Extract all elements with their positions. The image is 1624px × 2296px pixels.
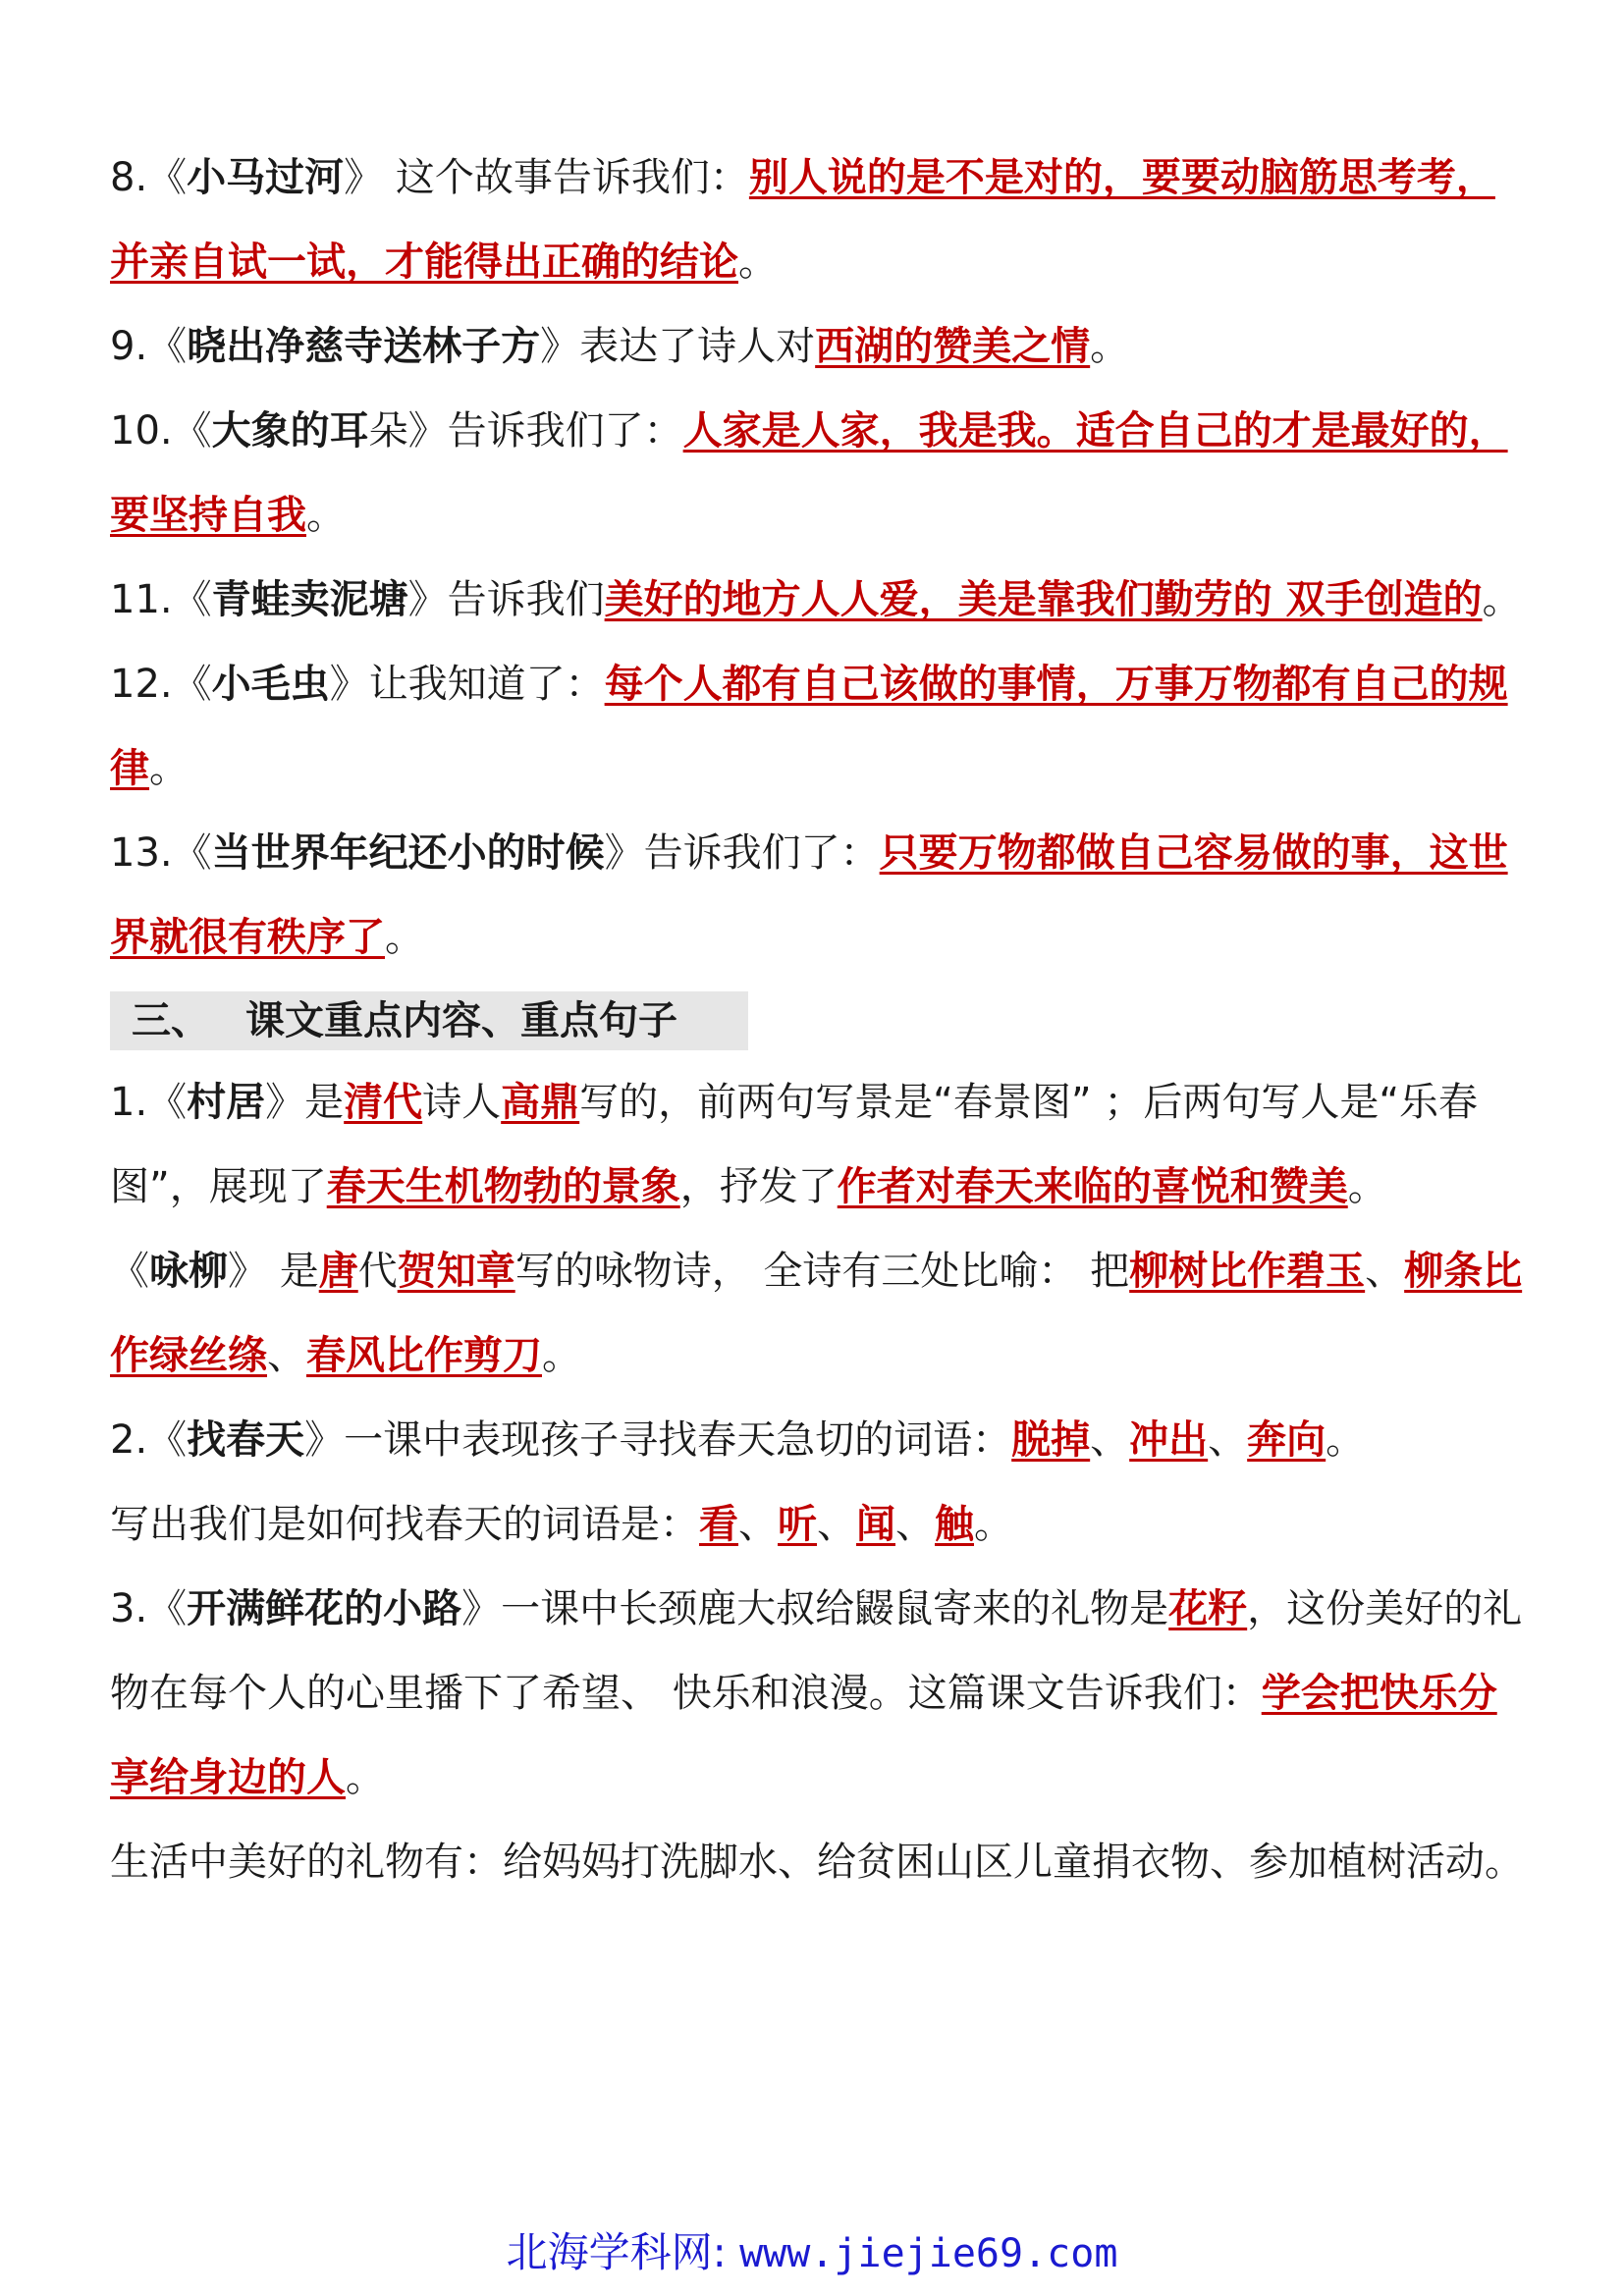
body-text: 写的，前两句写景是“春景图” ；后两句写人是“乐春图”，展现了 — [110, 1080, 1479, 1209]
body-text: 》告诉我们 — [407, 577, 605, 622]
footer-watermark — [0, 2220, 1624, 2279]
answer-text: 只要万物都做自己容易做的事，这世界就很有秩序了 — [110, 830, 1508, 960]
answer-text: 听 — [778, 1502, 817, 1547]
body-text: 。 — [346, 1755, 385, 1800]
title-text: 开满鲜花的小路 — [187, 1586, 462, 1631]
paragraph-s3b — [110, 1820, 1524, 1904]
body-text: 。 — [1347, 1164, 1387, 1209]
body-text: 11.《 — [110, 577, 212, 622]
answer-text: 闻 — [856, 1502, 895, 1547]
body-text: 13.《 — [110, 830, 212, 876]
body-text: 生活中美好的礼物有：给妈妈打洗脚水、给贫困山区儿童捐衣物、参加植树活动。 — [110, 1840, 1524, 1885]
title-text: 小马过河 — [187, 155, 345, 200]
title-text: 大象的耳 — [211, 408, 369, 454]
answer-text: 奔向 — [1247, 1417, 1326, 1463]
answer-text: 西湖的赞美之情 — [815, 324, 1091, 369]
title-text: 村居 — [187, 1080, 266, 1125]
body-text: 》是 — [265, 1080, 345, 1125]
paragraph-p11 — [110, 558, 1524, 642]
answer-text: 学会把快乐分享给身边的人 — [110, 1671, 1497, 1800]
answer-text: 人家是人家，我是我。适合自己的才是最好的，要坚持自我 — [110, 408, 1508, 538]
answer-text: 春天生机物勃的景象 — [326, 1164, 680, 1209]
body-text: 》 是 — [228, 1249, 319, 1294]
title-text: 找春天 — [187, 1417, 305, 1463]
answer-text: 唐 — [318, 1249, 358, 1294]
body-text: 。 — [542, 1333, 581, 1378]
paragraph-p10 — [110, 389, 1524, 558]
body-text: 、 — [1090, 1417, 1130, 1463]
body-text: 。 — [738, 240, 778, 285]
paragraph-s2b — [110, 1482, 1524, 1567]
paragraph-s1 — [110, 1060, 1524, 1229]
answer-text: 春风比作剪刀 — [306, 1333, 542, 1378]
answer-text: 冲出 — [1129, 1417, 1209, 1463]
body-text: 》表达了诗人对 — [540, 324, 816, 369]
answer-text: 柳条比作绿丝绦 — [110, 1249, 1523, 1378]
key-content-list — [110, 1060, 1524, 1904]
title-text: 咏柳 — [149, 1249, 228, 1294]
summary-list — [110, 135, 1524, 980]
answer-text: 贺知章 — [397, 1249, 515, 1294]
title-text: 当世界年纪还小的时候 — [211, 830, 605, 876]
body-text: 、 — [738, 1502, 778, 1547]
title-text: 青蛙卖泥塘 — [211, 577, 408, 622]
body-text: 。 — [1090, 324, 1130, 369]
section-title: 课文重点内容、重点句子 — [245, 998, 677, 1043]
answer-text: 清代 — [344, 1080, 423, 1125]
paragraph-p8 — [110, 135, 1524, 304]
body-text: 写出我们是如何找春天的词语是： — [110, 1502, 699, 1547]
body-text: 3.《 — [110, 1586, 188, 1631]
body-text: 、 — [895, 1502, 935, 1547]
body-text: 》让我知道了： — [329, 662, 605, 707]
answer-text: 高鼎 — [501, 1080, 580, 1125]
paragraph-p13 — [110, 811, 1524, 980]
answer-text: 触 — [935, 1502, 974, 1547]
body-text: 诗人 — [422, 1080, 502, 1125]
body-text: 1.《 — [110, 1080, 188, 1125]
paragraph-s3 — [110, 1567, 1524, 1820]
body-text: 、 — [267, 1333, 306, 1378]
body-text: 》一课中表现孩子寻找春天急切的词语： — [304, 1417, 1012, 1463]
body-text: 》一课中长颈鹿大叔给鼹鼠寄来的礼物是 — [461, 1586, 1169, 1631]
document-page — [110, 135, 1524, 1904]
answer-text: 柳树比作碧玉 — [1129, 1249, 1366, 1294]
footer-url[interactable]: www.jiejie69.com — [739, 2231, 1118, 2276]
body-text: 朵》告诉我们了： — [368, 408, 683, 454]
answer-text: 看 — [699, 1502, 738, 1547]
body-text: 12.《 — [110, 662, 212, 707]
body-text: 。 — [149, 746, 189, 791]
answer-text: 别人说的是不是对的，要要动脑筋思考考，并亲自试一试，才能得出正确的结论 — [110, 155, 1495, 285]
title-text: 小毛虫 — [211, 662, 330, 707]
paragraph-s1b — [110, 1229, 1524, 1398]
body-text: 写的咏物诗， 全诗有三处比喻： 把 — [514, 1249, 1130, 1294]
body-text: 。 — [1326, 1417, 1366, 1463]
body-text: ，抒发了 — [679, 1164, 838, 1209]
answer-text: 每个人都有自己该做的事情，万事万物都有自己的规律 — [110, 662, 1508, 791]
body-text: 代 — [357, 1249, 398, 1294]
paragraph-p9 — [110, 304, 1524, 389]
body-text: 、 — [1365, 1249, 1405, 1294]
section-number: 三、 — [132, 998, 210, 1043]
answer-text: 美好的地方人人爱，美是靠我们勤劳的 双手创造的 — [604, 577, 1483, 622]
body-text: 《 — [110, 1249, 149, 1294]
answer-text: 花籽 — [1168, 1586, 1248, 1631]
body-text: 8.《 — [110, 155, 188, 200]
body-text: 。 — [974, 1502, 1013, 1547]
body-text: 。 — [385, 915, 424, 960]
title-text: 晓出净慈寺送林子方 — [187, 324, 541, 369]
body-text: 》告诉我们了： — [604, 830, 880, 876]
body-text: 2.《 — [110, 1417, 188, 1463]
body-text: 、 — [817, 1502, 856, 1547]
answer-text: 作者对春天来临的喜悦和赞美 — [837, 1164, 1348, 1209]
footer-label: 北海学科网: — [506, 2228, 727, 2276]
body-text: 10.《 — [110, 408, 212, 454]
section-heading — [110, 991, 748, 1050]
body-text: 。 — [1482, 577, 1522, 622]
body-text: 、 — [1208, 1417, 1248, 1463]
body-text: ，这份美好的礼物在每个人的心里播下了希望、 快乐和浪漫。这篇课文告诉我们： — [110, 1586, 1523, 1716]
paragraph-s2 — [110, 1398, 1524, 1482]
answer-text: 脱掉 — [1011, 1417, 1091, 1463]
paragraph-p12 — [110, 642, 1524, 811]
body-text: 9.《 — [110, 324, 188, 369]
body-text: 》 这个故事告诉我们： — [344, 155, 749, 200]
body-text: 。 — [306, 493, 346, 538]
